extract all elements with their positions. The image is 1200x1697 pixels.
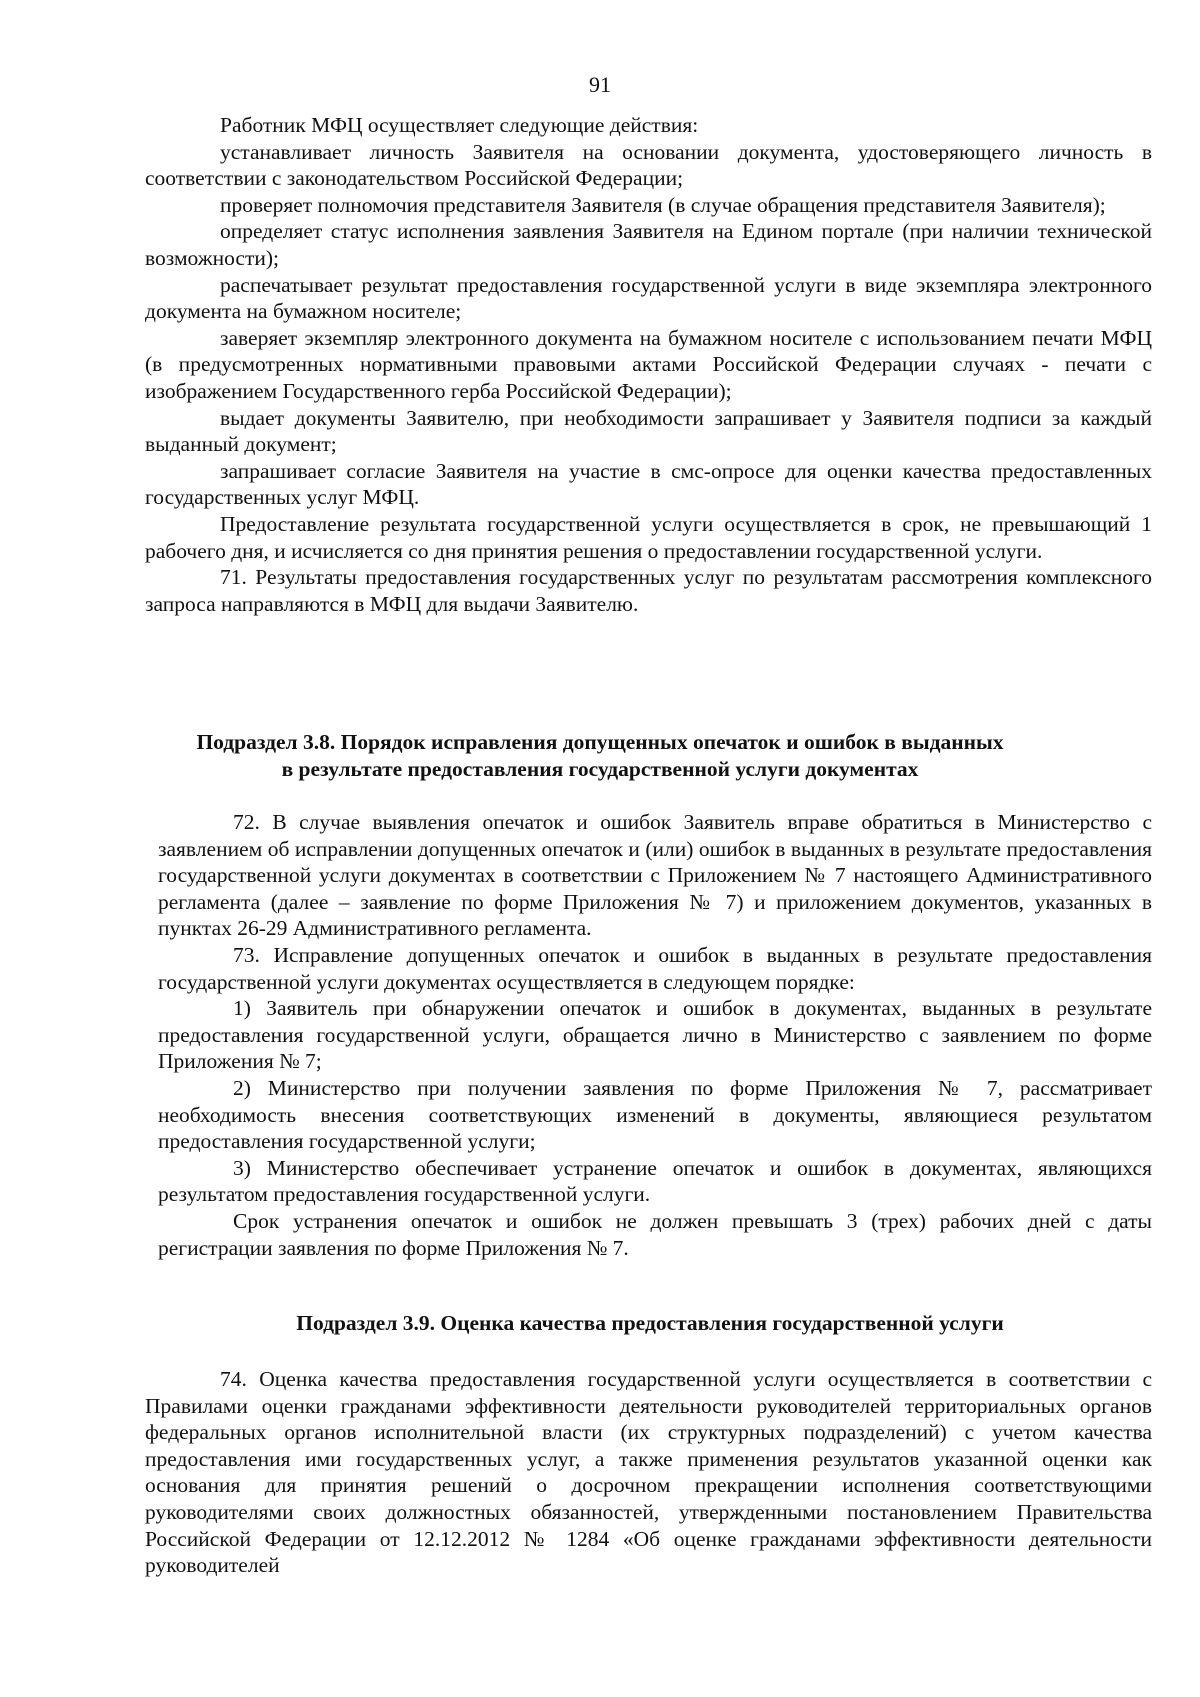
paragraph: определяет статус исполнения заявления Заявителя на Едином портале (при наличии технической возможности); xyxy=(145,219,1152,270)
section-3-9-body xyxy=(145,1366,1152,1579)
paragraph: 1) Заявитель при обнаружении опечаток и ошибок в документах, выданных в результате предоставления государственной услуги, обращается лично в Министерство с заявлением по форме Приложения № 7; xyxy=(158,996,1152,1074)
paragraph: Срок устранения опечаток и ошибок не должен превышать 3 (трех) рабочих дней с даты регистрации заявления по форме Приложения № 7. xyxy=(158,1208,1152,1260)
paragraph: 72. В случае выявления опечаток и ошибок Заявитель вправе обратиться в Министерство с заявлением об исправлении допущенных опечаток и (или) ошибок в выданных в результате предоставления государственной услуги документах в соответствии с Приложением № 7 настоящего Административного регламента (далее – заявление по форме Приложения № 7) и приложением документов, указанных в пунктах 26-29 Административного регламента. xyxy=(158,810,1152,941)
paragraph: 74. Оценка качества предоставления государственной услуги осуществляется в соответствии с Правилами оценки гражданами эффективности деятельности руководителей территориальных органов федеральных органов исполнительной власти (их структурных подразделений) с учетом качества предоставления ими государственных услуг, а также применения результатов указанной оценки как основания для принятия решений о досрочном прекращении исполнения соответствующими руководителями своих должностных обязанностей, утвержденными постановлением Правительства Российской Федерации от 12.12.2012 № 1284 «Об оценке гражданами эффективности деятельности руководителей xyxy=(145,1367,1152,1578)
paragraph: распечатывает результат предоставления государственной услуги в виде экземпляра электронного документа на бумажном носителе; xyxy=(145,272,1152,324)
paragraph: 2) Министерство при получении заявления по форме Приложения № 7, рассматривает необходимость внесения соответствующих изменений в документы, являющиеся результатом предоставления государственной услуги; xyxy=(158,1075,1152,1154)
paragraph: 3) Министерство обеспечивает устранение опечаток и ошибок в документах, являющихся результатом предоставления государственной услуги. xyxy=(158,1155,1152,1207)
paragraph: запрашивает согласие Заявителя на участие в смс-опросе для оценки качества предоставленных государственных услуг МФЦ. xyxy=(145,458,1152,510)
paragraph: проверяет полномочия представителя Заявителя (в случае обращения представителя Заявителя); xyxy=(220,192,1106,217)
paragraph: Работник МФЦ осуществляет следующие действия: xyxy=(220,113,699,137)
paragraph: выдает документы Заявителю, при необходимости запрашивает у Заявителя подписи за каждый выданный документ; xyxy=(145,405,1152,457)
mfc-actions-block xyxy=(145,112,1152,617)
section-heading-3-9: Подраздел 3.9. Оценка качества предоставления государственной услуги xyxy=(296,1311,1004,1335)
section-heading-3-8 xyxy=(150,729,1050,782)
paragraph: заверяет экземпляр электронного документа на бумажном носителе с использованием печати МФЦ (в предусмотренных нормативными правовыми актами Российской Федерации случаях - печати с изображением Государственного герба Российской Федерации); xyxy=(145,325,1152,403)
section-heading-line: в результате предоставления государственной услуги документах xyxy=(281,756,919,781)
paragraph: 73. Исправление допущенных опечаток и ошибок в выданных в результате предоставления государственной услуги документах осуществляется в следующем порядке: xyxy=(158,942,1152,994)
paragraph: Предоставление результата государственной услуги осуществляется в срок, не превышающий 1 рабочего дня, и исчисляется со дня принятия решения о предоставлении государственной услуги. xyxy=(145,511,1152,563)
section-heading-line: Подраздел 3.8. Порядок исправления допущенных опечаток и ошибок в выданных xyxy=(196,730,1004,754)
paragraph: 71. Результаты предоставления государственных услуг по результатам рассмотрения комплексного запроса направляются в МФЦ для выдачи Заявителю. xyxy=(145,565,1152,616)
page-number: 91 xyxy=(589,72,611,97)
paragraph: устанавливает личность Заявителя на основании документа, удостоверяющего личность в соответствии с законодательством Российской Федерации; xyxy=(145,139,1152,191)
section-3-8-body xyxy=(158,809,1152,1261)
